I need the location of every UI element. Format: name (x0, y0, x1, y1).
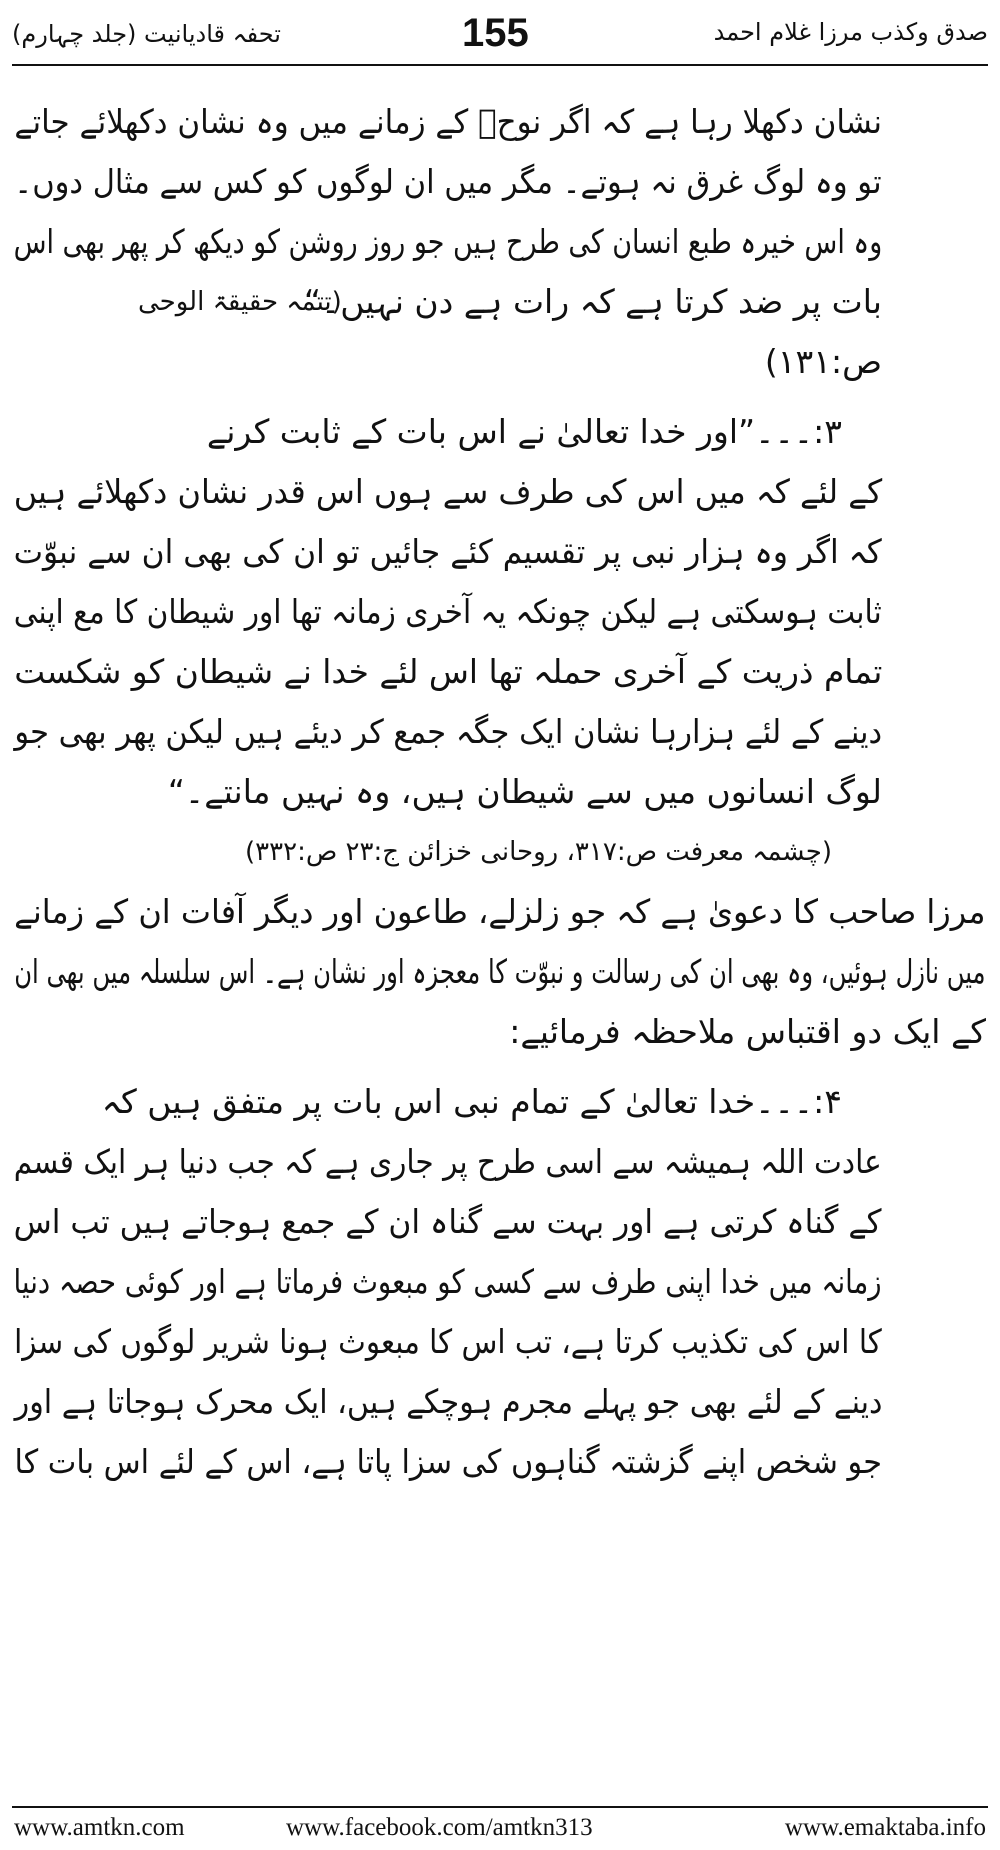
header-chapter-title: صدق وکذب مرزا غلام احمد (713, 18, 988, 46)
text-line: جو شخص اپنے گزشتہ گناہوں کی سزا پاتا ہے، اس کے لئے اس بات کا (14, 1442, 882, 1481)
text-line: تو وہ لوگ غرق نہ ہوتے۔ مگر میں ان لوگوں کو کس سے مثال دوں۔ (14, 162, 882, 201)
text-line: ص:۱۳۱) (764, 342, 882, 381)
text-line: کے لئے کہ میں اس کی طرف سے ہوں اس قدر نشان دکھلائے ہیں (13, 472, 882, 511)
text-line: مرزا صاحب کا دعویٰ ہے کہ جو زلزلے، طاعون اور دیگر آفات ان کے زمانے (14, 892, 986, 931)
footer-link-facebook[interactable]: www.facebook.com/amtkn313 (286, 1814, 593, 1841)
footer-link-amtkn[interactable]: www.amtkn.com (14, 1814, 185, 1841)
text-line: وہ اس خیرہ طبع انسان کی طرح ہیں جو روز روشن کو دیکھ کر پھر بھی اس (13, 222, 882, 261)
header-book-title: تحفہ قادیانیت (جلد چہارم) (12, 20, 281, 48)
page-header (12, 8, 988, 64)
text-line: نشان دکھلا رہا ہے کہ اگر نوحؑ کے زمانے میں وہ نشان دکھلائے جاتے (14, 102, 882, 141)
reference-tatimma: (تتمہ حقیقۃ الوحی (138, 287, 342, 317)
text-line: لوگ انسانوں میں سے شیطان ہیں، وہ نہیں مانتے۔“ (167, 772, 882, 811)
text-line: دینے کے لئے بھی جو پہلے مجرم ہوچکے ہیں، ایک محرک ہوجاتا ہے اور (14, 1382, 882, 1421)
text-line: عادت اللہ ہمیشہ سے اسی طرح پر جاری ہے کہ جب دنیا ہر ایک قسم (14, 1142, 882, 1181)
text-line: کے ایک دو اقتباس ملاحظہ فرمائیے: (509, 1012, 986, 1051)
text-line: میں نازل ہوئیں، وہ بھی ان کی رسالت و نبوّت کا معجزہ اور نشان ہے۔ اس سلسلہ میں بھی ان (14, 952, 986, 991)
text-line: کا اس کی تکذیب کرتا ہے، تب اس کا مبعوث ہونا شریر لوگوں کی سزا (14, 1322, 882, 1361)
text-line: تمام ذریت کے آخری حملہ تھا اس لئے خدا نے شیطان کو شکست (13, 652, 882, 691)
page-number: 155 (462, 11, 529, 55)
text-line: زمانہ میں خدا اپنی طرف سے کسی کو مبعوث فرماتا ہے اور کوئی حصہ دنیا (13, 1262, 882, 1301)
text-line: ثابت ہوسکتی ہے لیکن چونکہ یہ آخری زمانہ تھا اور شیطان کا مع اپنی (14, 592, 882, 631)
text-line: کے گناہ کرتی ہے اور بہت سے گناہ ان کے جمع ہوجاتے ہیں تب اس (14, 1202, 882, 1241)
citation-chashma-marifat: (چشمہ معرفت ص:۳۱۷، روحانی خزائن ج:۲۳ ص:۳۳۲) (245, 837, 832, 867)
quote-4-start: ۴:۔۔۔خدا تعالیٰ کے تمام نبی اس بات پر متفق ہیں کہ (101, 1082, 842, 1121)
page-footer (14, 1812, 986, 1844)
quote-3-start: ۳:۔۔۔”اور خدا تعالیٰ نے اس بات کے ثابت کرنے (206, 412, 842, 451)
footer-link-emaktaba[interactable]: www.emaktaba.info (784, 1814, 986, 1841)
header-divider (12, 64, 988, 66)
text-line: دینے کے لئے ہزارہا نشان ایک جگہ جمع کر دیئے ہیں لیکن پھر بھی جو (14, 712, 882, 751)
text-line: بات پر ضد کرتا ہے کہ رات ہے دن نہیں۔“ (303, 282, 882, 321)
text-line: کہ اگر وہ ہزار نبی پر تقسیم کئے جائیں تو ان کی بھی ان سے نبوّت (13, 532, 882, 571)
footer-divider (12, 1806, 988, 1808)
